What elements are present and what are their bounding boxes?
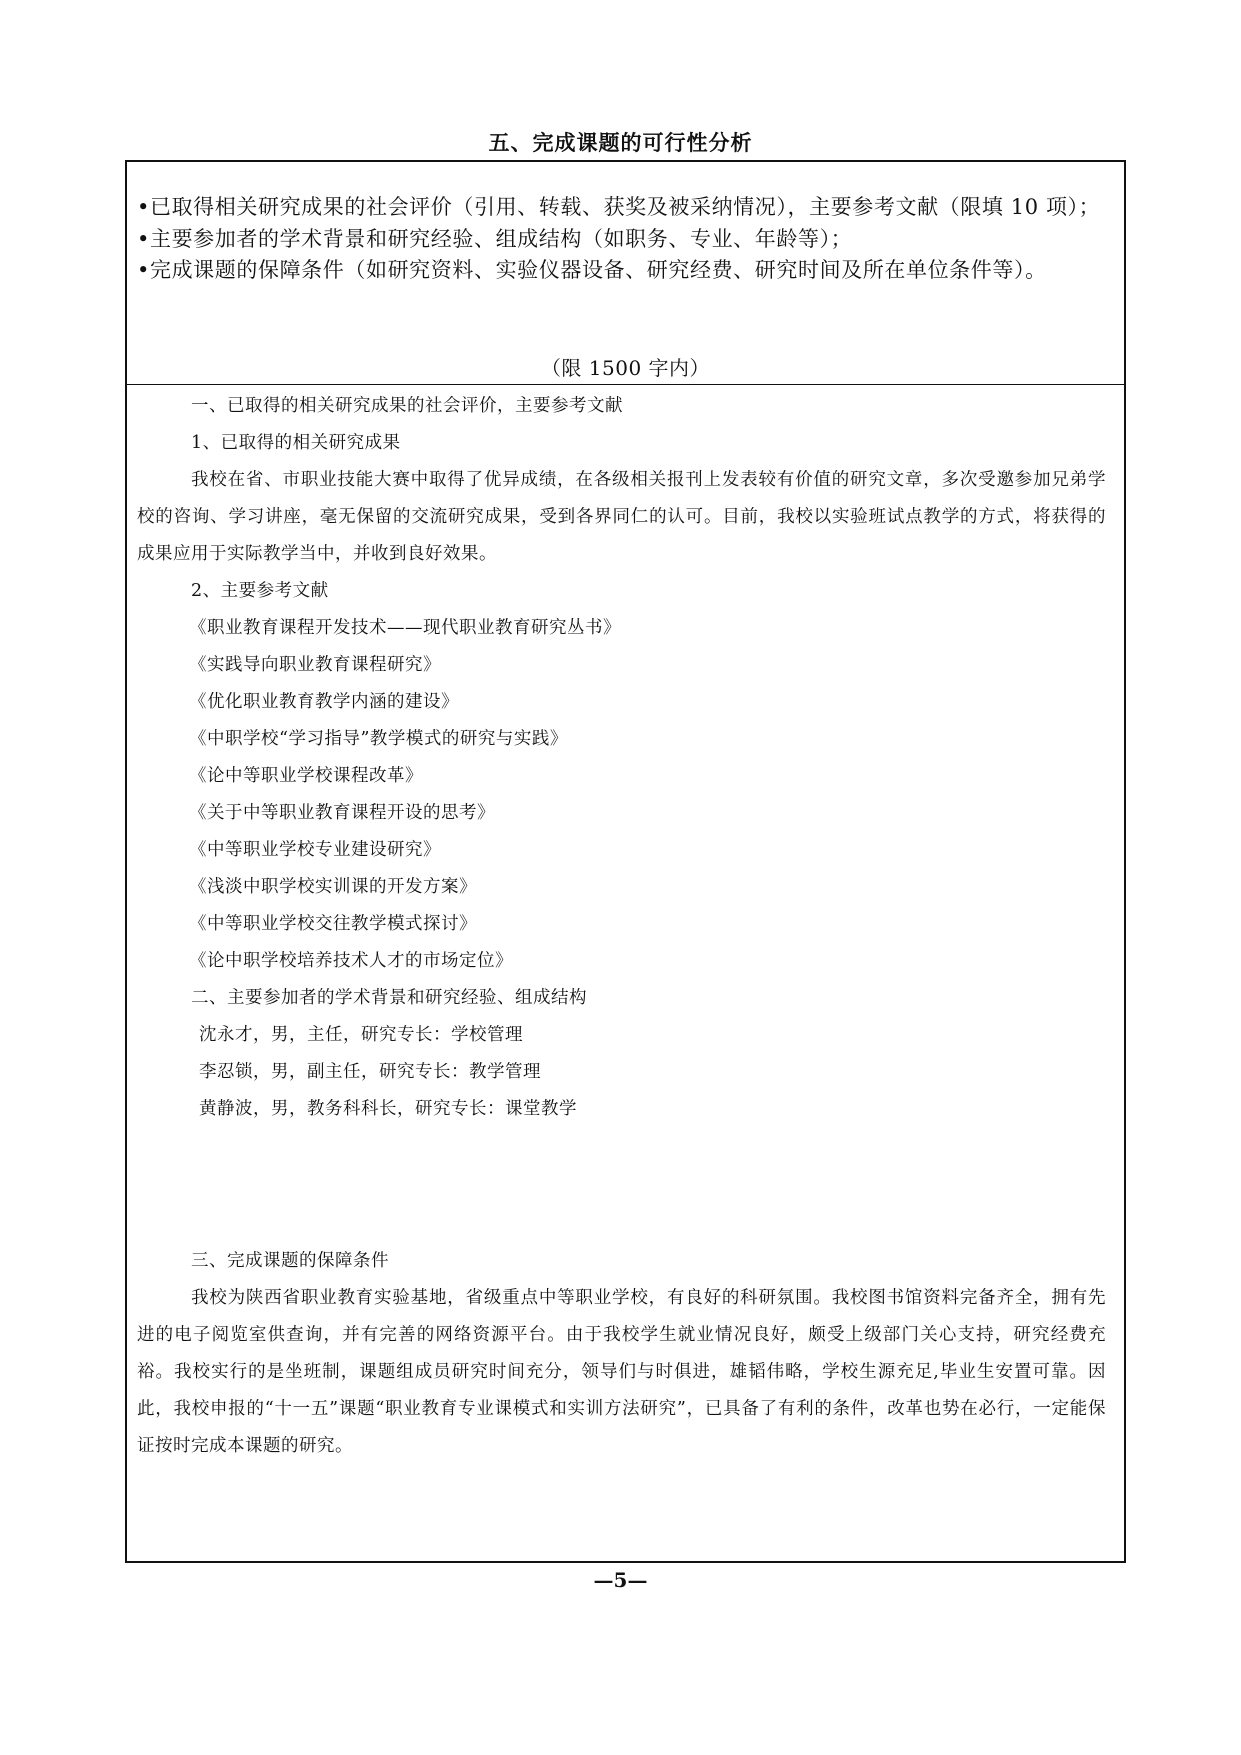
word-limit: （限 1500 字内）	[540, 356, 711, 380]
part2-heading: 二、主要参加者的学术背景和研究经验、组成结构	[191, 988, 587, 1008]
blank-space	[137, 1128, 1106, 1243]
instruction-item-3: •完成课题的保障条件（如研究资料、实验仪器设备、研究经费、研究时间及所在单位条件等）。	[137, 258, 1047, 282]
reference-item: 《浅淡中职学校实训课的开发方案》	[189, 877, 477, 897]
instructions-box	[127, 162, 1124, 385]
member-item: 沈永才，男，主任，研究专长：学校管理	[199, 1025, 523, 1045]
instruction-item-2: •主要参加者的学术背景和研究经验、组成结构（如职务、专业、年龄等）；	[137, 226, 853, 251]
part1-subheading-references: 2、主要参考文献	[191, 581, 329, 601]
reference-item: 《论中等职业学校课程改革》	[189, 766, 423, 786]
part3-paragraph: 我校为陕西省职业教育实验基地，省级重点中等职业学校，有良好的科研氛围。我校图书馆资料完备齐全，拥有先进的电子阅览室供查询，并有完善的网络资源平台。由于我校学生就业情况良好，颇受上级部门关心支持，研究经费充裕。我校实行的是坐班制，课题组成员研究时间充分，领导们与时俱进，雄韬伟略，学校生源充足,毕业生安置可靠。因此，我校申报的“十一五”课题“职业教育专业课模式和实训方法研究”，已具备了有利的条件，改革也势在必行，一定能保证按时完成本课题的研究。	[137, 1288, 1106, 1456]
instruction-item-1: •已取得相关研究成果的社会评价（引用、转载、获奖及被采纳情况），主要参考文献（限填 10 项）；	[137, 195, 1101, 219]
reference-item: 《中等职业学校交往教学模式探讨》	[189, 914, 477, 934]
reference-item: 《实践导向职业教育课程研究》	[189, 655, 441, 675]
page-number: —5—	[593, 1568, 648, 1592]
reference-item: 《职业教育课程开发技术——现代职业教育研究丛书》	[189, 618, 621, 638]
reference-item: 《中职学校“学习指导”教学模式的研究与实践》	[189, 729, 568, 749]
part1-subheading-achievements: 1、已取得的相关研究成果	[191, 433, 401, 453]
reference-item: 《关于中等职业教育课程开设的思考》	[189, 803, 495, 823]
member-item: 李忍锁，男，副主任，研究专长：教学管理	[199, 1062, 541, 1082]
part3-heading: 三、完成课题的保障条件	[191, 1251, 389, 1271]
reference-item: 《优化职业教育教学内涵的建设》	[189, 692, 459, 712]
member-item: 黄静波，男，教务科科长，研究专长：课堂教学	[199, 1099, 577, 1119]
part1-heading: 一、已取得的相关研究成果的社会评价，主要参考文献	[191, 396, 623, 416]
form-frame	[125, 160, 1126, 1563]
part1-paragraph: 我校在省、市职业技能大赛中取得了优异成绩，在各级相关报刊上发表较有价值的研究文章，多次受邀参加兄弟学校的咨询、学习讲座，毫无保留的交流研究成果，受到各界同仁的认可。目前，我校以实验班试点教学的方式，将获得的成果应用于实际教学当中，并收到良好效果。	[137, 470, 1106, 564]
content-area	[127, 388, 1124, 1465]
section-title: 五、完成课题的可行性分析	[488, 131, 753, 155]
reference-item: 《论中职学校培养技术人才的市场定位》	[189, 951, 513, 971]
reference-item: 《中等职业学校专业建设研究》	[189, 840, 441, 860]
